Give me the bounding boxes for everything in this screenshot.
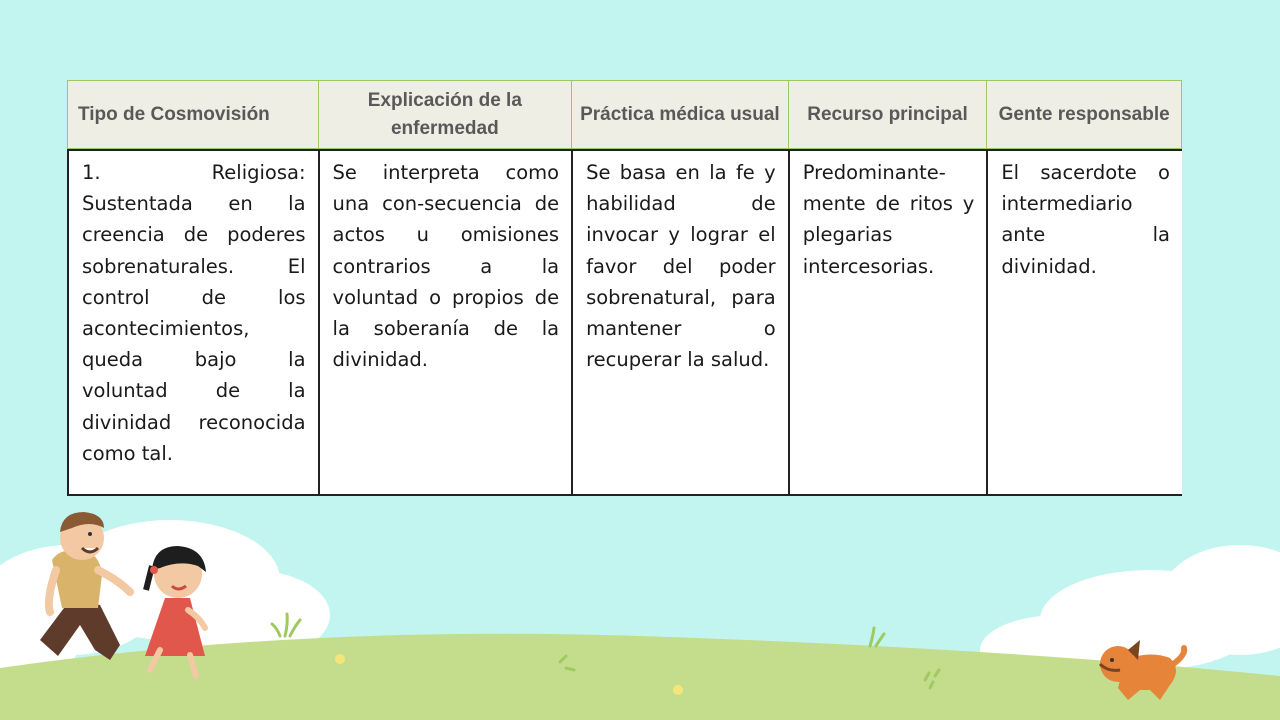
cell-text: 1. Religiosa: Sustentada en la creencia de poderes sobrenaturales. El control de los acontecimientos, queda bajo la voluntad de la divinidad reconocida como tal.	[82, 161, 306, 465]
table-cell	[573, 151, 790, 494]
header-cell: Tipo de Cosmovisión	[68, 81, 319, 148]
table-cell	[790, 151, 989, 494]
header-cell: Explicación de la enfermedad	[319, 81, 573, 148]
table-header-row	[67, 80, 1182, 149]
table-cell	[320, 151, 574, 494]
cosmovision-table	[67, 80, 1182, 496]
header-cell: Práctica médica usual	[572, 81, 789, 148]
header-cell: Gente responsable	[998, 103, 1170, 125]
cell-text: Predominante-mente de ritos y plegarias intercesorias.	[802, 161, 975, 278]
table-cell	[988, 151, 1182, 494]
cell-text: Se interpreta como una con-secuencia de actos u omisiones contrarios a la voluntad o propios de la soberanía de la divinidad.	[332, 161, 560, 372]
cell-text: El sacerdote o intermediario ante la divinidad.	[1001, 161, 1170, 278]
cell-text: Se basa en la fe y habilidad de invocar y lograr el favor del poder sobrenatural, para mantener o recuperar la salud.	[586, 161, 776, 372]
table-cell	[69, 151, 320, 494]
table-row	[67, 149, 1182, 496]
header-cell: Recurso principal	[789, 81, 988, 148]
